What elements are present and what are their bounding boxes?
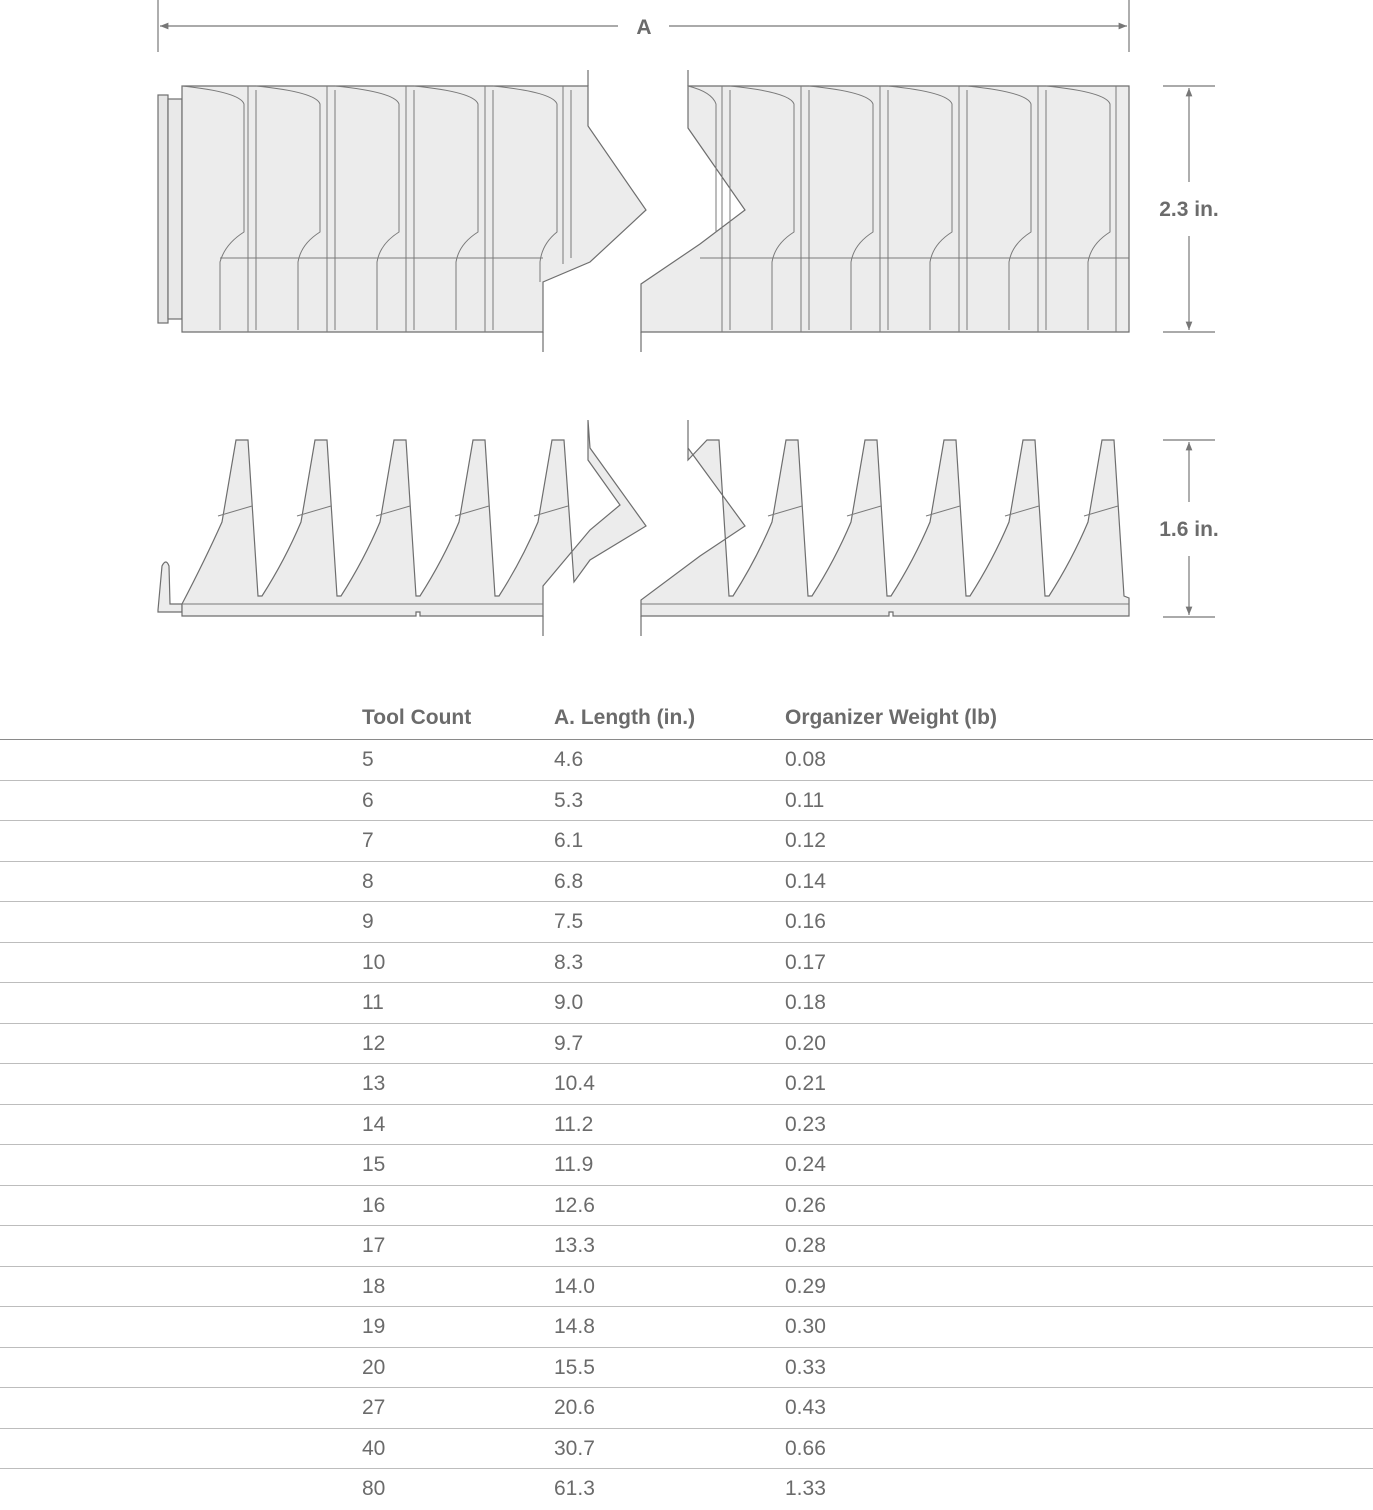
cell-length: 11.9 xyxy=(554,1153,594,1176)
cell-length: 30.7 xyxy=(554,1436,595,1460)
cell-weight: 0.08 xyxy=(785,748,826,771)
table-row xyxy=(0,821,1373,862)
cell-tool-count: 5 xyxy=(362,748,374,771)
table-row xyxy=(0,1429,1373,1470)
cell-weight: 0.30 xyxy=(785,1315,826,1338)
cell-weight: 0.14 xyxy=(785,869,826,893)
cell-tool-count: 27 xyxy=(362,1396,386,1419)
cell-length: 10.4 xyxy=(554,1072,595,1095)
cell-tool-count: 10 xyxy=(362,950,386,974)
length-dimension-label: A xyxy=(636,16,652,39)
table-row xyxy=(0,983,1373,1024)
cell-weight: 0.28 xyxy=(785,1234,826,1257)
table-row xyxy=(0,1145,1373,1186)
table-row xyxy=(0,781,1373,822)
table-row xyxy=(0,902,1373,943)
header-length: A. Length (in.) xyxy=(554,706,696,729)
cell-length: 6.8 xyxy=(554,869,584,893)
cell-tool-count: 8 xyxy=(362,869,374,893)
cell-weight: 0.18 xyxy=(785,991,826,1014)
cell-length: 11.2 xyxy=(554,1112,594,1136)
table-row xyxy=(0,1105,1373,1146)
cell-tool-count: 15 xyxy=(362,1153,386,1176)
table-row xyxy=(0,1226,1373,1267)
cell-length: 7.5 xyxy=(554,910,584,933)
table-row xyxy=(0,1024,1373,1065)
table-row xyxy=(0,740,1373,781)
cell-tool-count: 19 xyxy=(362,1315,386,1338)
table-body xyxy=(0,740,1373,1510)
header-weight: Organizer Weight (lb) xyxy=(785,706,997,729)
cell-length: 9.7 xyxy=(554,1031,584,1055)
cell-tool-count: 40 xyxy=(362,1436,386,1460)
table-row xyxy=(0,1469,1373,1510)
cell-tool-count: 6 xyxy=(362,788,374,812)
table-header xyxy=(0,700,1373,740)
table-row xyxy=(0,1388,1373,1429)
cell-length: 6.1 xyxy=(554,829,584,852)
cell-length: 9.0 xyxy=(554,991,584,1014)
cell-length: 4.6 xyxy=(554,748,584,771)
cell-length: 5.3 xyxy=(554,788,584,812)
cell-tool-count: 11 xyxy=(362,991,384,1014)
cell-tool-count: 14 xyxy=(362,1112,386,1136)
cell-tool-count: 20 xyxy=(362,1355,386,1379)
cell-weight: 0.66 xyxy=(785,1436,826,1460)
cell-length: 14.0 xyxy=(554,1274,595,1298)
cell-tool-count: 7 xyxy=(362,829,374,852)
cell-weight: 1.33 xyxy=(785,1477,826,1500)
cell-weight: 0.29 xyxy=(785,1274,826,1298)
cell-weight: 0.23 xyxy=(785,1112,826,1136)
cell-length: 14.8 xyxy=(554,1315,595,1338)
cell-tool-count: 13 xyxy=(362,1072,386,1095)
cell-tool-count: 17 xyxy=(362,1234,386,1257)
side-height-label: 1.6 in. xyxy=(1159,518,1219,541)
cell-weight: 0.16 xyxy=(785,910,826,933)
cell-weight: 0.21 xyxy=(785,1072,826,1095)
cell-weight: 0.33 xyxy=(785,1355,826,1379)
cell-length: 12.6 xyxy=(554,1193,595,1217)
organizer-top-view xyxy=(158,70,1129,352)
table-row xyxy=(0,1267,1373,1308)
cell-length: 8.3 xyxy=(554,950,584,974)
table-row xyxy=(0,862,1373,903)
top-height-label: 2.3 in. xyxy=(1159,198,1219,221)
cell-weight: 0.17 xyxy=(785,950,826,974)
table-row xyxy=(0,1064,1373,1105)
table-row xyxy=(0,1307,1373,1348)
spec-table xyxy=(0,700,1373,1510)
organizer-dimension-drawing xyxy=(0,0,1373,690)
table-row xyxy=(0,943,1373,984)
header-tool-count: Tool Count xyxy=(362,706,472,729)
table-row xyxy=(0,1348,1373,1389)
cell-tool-count: 80 xyxy=(362,1477,386,1500)
cell-weight: 0.11 xyxy=(785,788,825,812)
cell-length: 15.5 xyxy=(554,1355,595,1379)
table-row xyxy=(0,1186,1373,1227)
cell-length: 61.3 xyxy=(554,1477,595,1500)
cell-length: 13.3 xyxy=(554,1234,595,1257)
cell-length: 20.6 xyxy=(554,1396,595,1419)
cell-weight: 0.26 xyxy=(785,1193,826,1217)
cell-tool-count: 16 xyxy=(362,1193,386,1217)
cell-weight: 0.20 xyxy=(785,1031,826,1055)
cell-tool-count: 12 xyxy=(362,1031,386,1055)
cell-tool-count: 18 xyxy=(362,1274,386,1298)
cell-tool-count: 9 xyxy=(362,910,374,933)
cell-weight: 0.24 xyxy=(785,1153,826,1176)
cell-weight: 0.12 xyxy=(785,829,826,852)
cell-weight: 0.43 xyxy=(785,1396,826,1419)
